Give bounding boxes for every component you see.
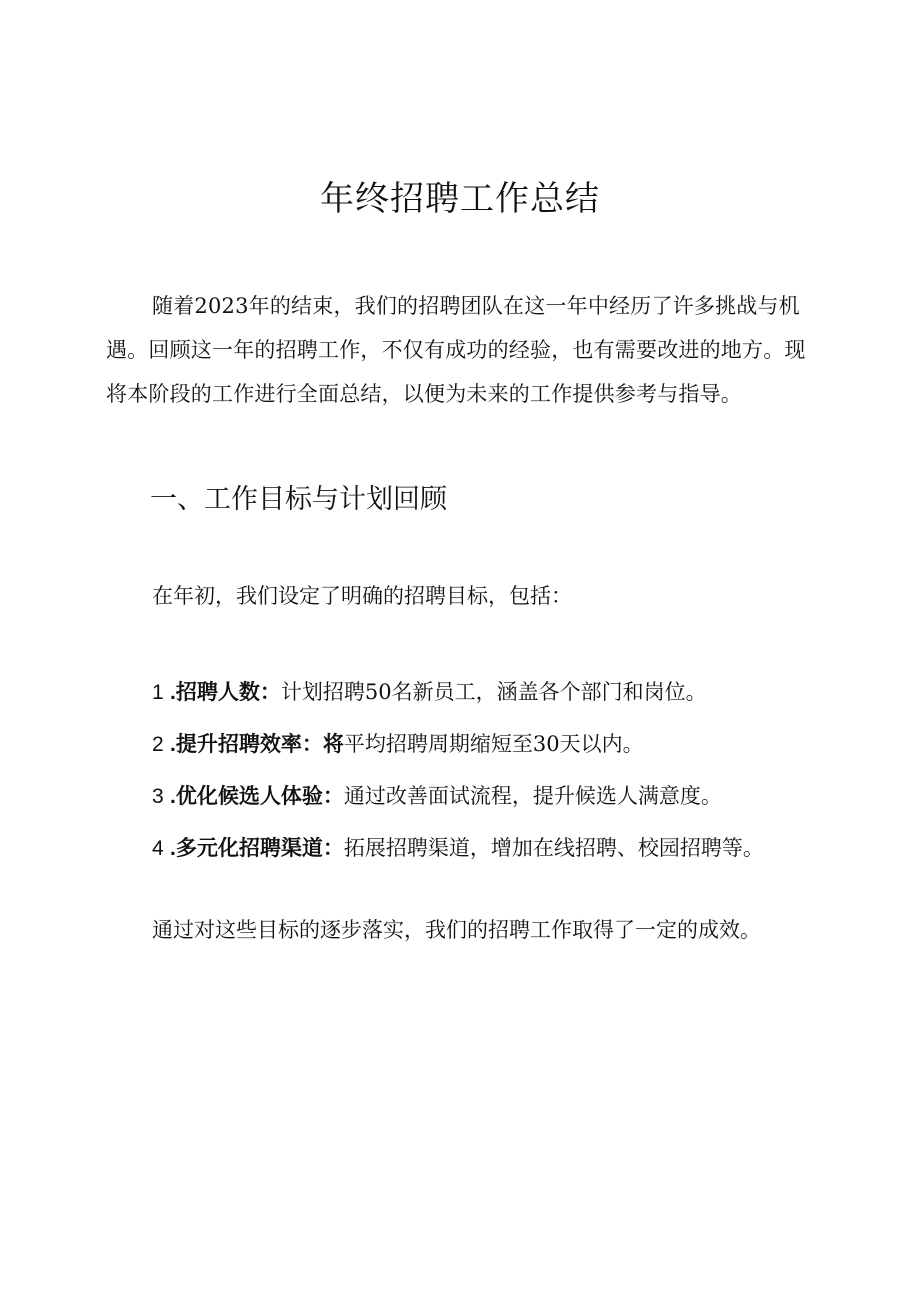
goal-item-candidate-experience xyxy=(152,776,872,828)
closing-paragraph: 通过对这些目标的逐步落实，我们的招聘工作取得了一定的成效。 xyxy=(152,918,761,942)
document-title: 年终招聘工作总结 xyxy=(320,179,600,219)
goal-list xyxy=(152,672,872,880)
goal-number: 2 xyxy=(152,733,164,756)
goal-description: 拓展招聘渠道，增加在线招聘、校园招聘等。 xyxy=(343,836,764,860)
goal-separator: . xyxy=(170,785,176,808)
goal-name: 多元化招聘渠道： xyxy=(175,836,344,860)
goal-separator: . xyxy=(170,837,176,860)
goal-name: 招聘人数： xyxy=(175,680,281,704)
intro-paragraph: 随着2023年的结束，我们的招聘团队在这一年中经历了许多挑战与机遇。回顾这一年的招聘工作，不仅有成功的经验，也有需要改进的地方。现将本阶段的工作进行全面总结，以便为未来的工作提供参考与指导。 xyxy=(106,294,806,406)
section-heading: 一、工作目标与计划回顾 xyxy=(150,484,447,515)
goal-item-recruit-count xyxy=(152,672,872,724)
goal-name: 提升招聘效率：将 xyxy=(175,732,344,756)
goal-description: 计划招聘50名新员工，涵盖各个部门和岗位。 xyxy=(280,680,707,704)
goal-item-channels xyxy=(152,828,872,880)
goal-separator: . xyxy=(170,733,176,756)
goal-item-efficiency xyxy=(152,724,872,776)
goal-number: 4 xyxy=(152,837,164,860)
goals-lead-paragraph: 在年初，我们设定了明确的招聘目标，包括： xyxy=(152,584,572,608)
goal-number: 1 xyxy=(152,681,164,704)
goal-description: 通过改善面试流程，提升候选人满意度。 xyxy=(343,784,722,808)
goal-description: 平均招聘周期缩短至30天以内。 xyxy=(343,732,644,756)
goal-separator: . xyxy=(170,681,176,704)
goal-number: 3 xyxy=(152,785,164,808)
goal-name: 优化候选人体验： xyxy=(175,784,344,808)
